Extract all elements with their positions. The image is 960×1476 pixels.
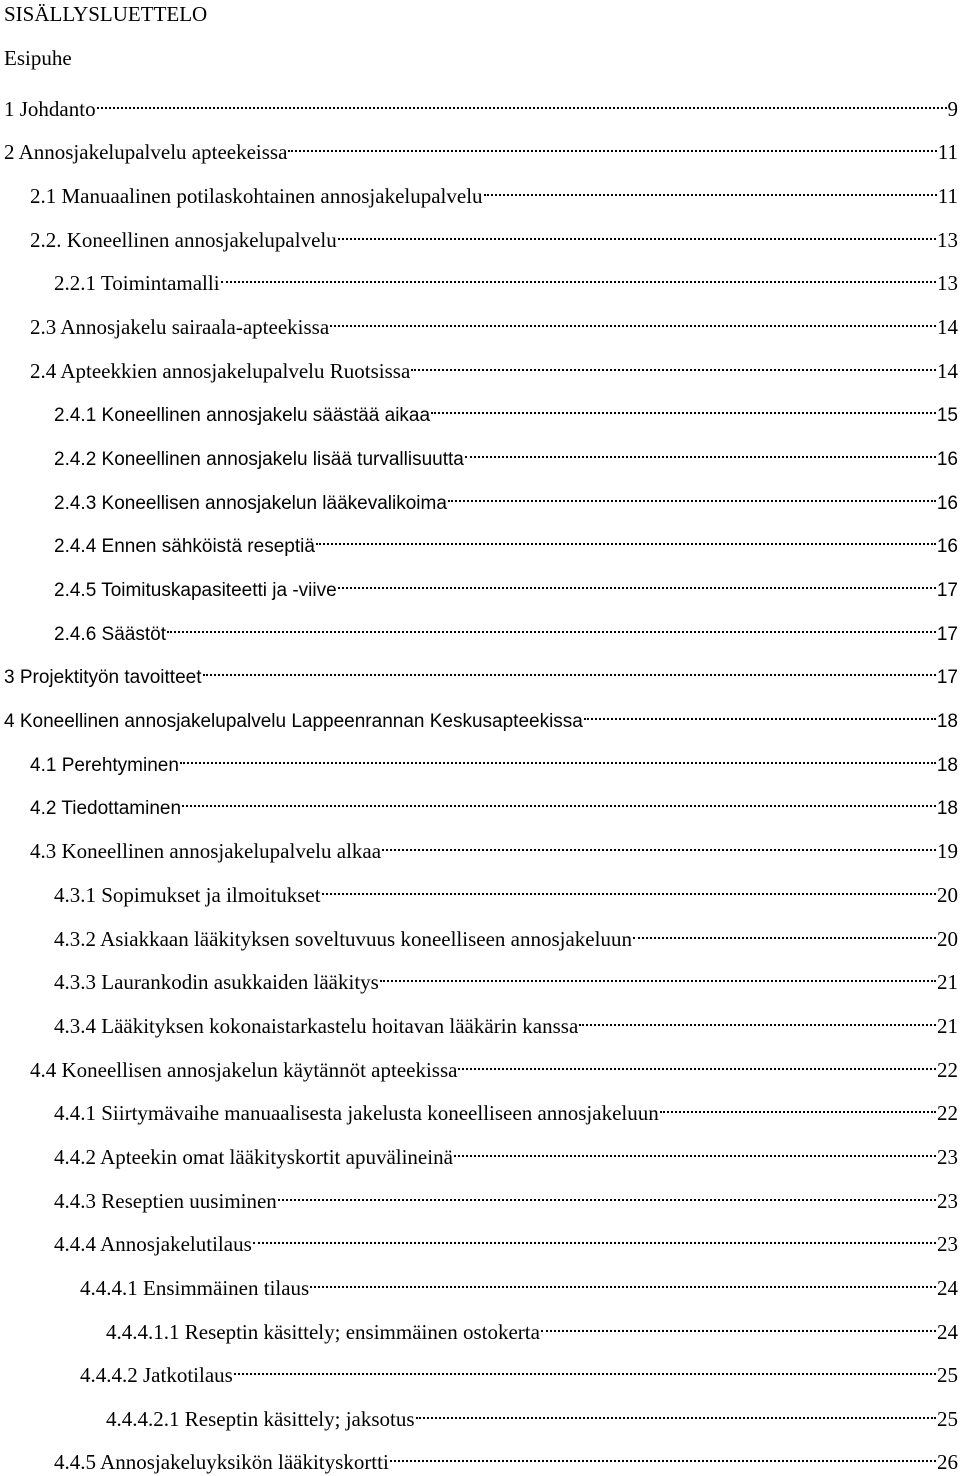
dot-leader — [338, 568, 936, 596]
toc-entry — [54, 612, 958, 645]
dot-leader — [484, 175, 937, 203]
toc-entry — [54, 1180, 958, 1213]
dot-leader — [390, 1441, 936, 1469]
toc-entry-label: 2.4.6 Säästöt — [54, 624, 166, 645]
toc-entry-label: 2.2. Koneellinen annosjakelupalvelu — [30, 228, 337, 252]
toc-entry — [4, 655, 958, 688]
dot-leader — [97, 88, 947, 116]
dot-leader — [633, 918, 936, 946]
toc-entry-label: 4.4.4.2.1 Reseptin käsittely; jaksotus — [106, 1407, 415, 1431]
dot-leader — [278, 1180, 936, 1208]
dot-leader — [382, 830, 936, 858]
toc-entry-page: 16 — [936, 536, 958, 557]
toc-entry-label: 2.4.1 Koneellinen annosjakelu säästää aikaa — [54, 405, 431, 426]
toc-entry-page: 18 — [936, 711, 958, 732]
toc-entry-page: 14 — [937, 359, 958, 383]
toc-entry — [54, 481, 958, 514]
toc-entry-page: 23 — [937, 1232, 958, 1256]
toc-entry-label: 3 Projektityön tavoitteet — [4, 667, 202, 688]
toc-entry-page: 17 — [936, 667, 958, 688]
dot-leader — [221, 262, 936, 290]
toc-entry-page: 9 — [947, 97, 958, 121]
toc-entry — [54, 1092, 958, 1125]
toc-entry-label: 4.4 Koneellisen annosjakelun käytännöt apteekissa — [30, 1058, 458, 1082]
dot-leader — [316, 524, 936, 552]
dot-leader — [541, 1311, 936, 1339]
toc-heading: SISÄLLYSLUETTELO — [4, 2, 208, 26]
toc-entry-page: 16 — [936, 449, 958, 470]
toc-entry-label: 2.4.2 Koneellinen annosjakelu lisää turvallisuutta — [54, 449, 464, 470]
toc-entry-page: 23 — [937, 1189, 958, 1213]
toc-entry — [4, 88, 958, 121]
toc-entry-page: 15 — [936, 405, 958, 426]
toc-entry-label: 4.2 Tiedottaminen — [30, 798, 182, 819]
toc-entry-page: 13 — [937, 228, 958, 252]
toc-entry — [80, 1354, 958, 1387]
toc-entry-label: 4.4.4 Annosjakelutilaus — [54, 1232, 252, 1256]
dot-leader — [322, 874, 936, 902]
toc-entry-label: 4.4.3 Reseptien uusiminen — [54, 1189, 277, 1213]
toc-entry — [30, 306, 958, 339]
toc-entry-page: 16 — [936, 493, 958, 514]
dot-leader — [660, 1092, 936, 1120]
toc-entry-label: 2.4.4 Ennen sähköistä reseptiä — [54, 536, 315, 557]
dot-leader — [203, 655, 936, 683]
dot-leader — [330, 306, 936, 334]
toc-entry-page: 17 — [936, 580, 958, 601]
toc-entry-page: 24 — [937, 1276, 958, 1300]
toc-entry — [30, 1049, 958, 1082]
toc-entry-page: 23 — [937, 1145, 958, 1169]
toc-entry-page: 11 — [937, 140, 958, 164]
toc-entry — [54, 874, 958, 907]
toc-entry — [4, 131, 958, 164]
toc-entry-label: 4.4.4.1 Ensimmäinen tilaus — [80, 1276, 310, 1300]
toc-entry-page: 18 — [936, 755, 958, 776]
toc-entry-label: 2.3 Annosjakelu sairaala-apteekissa — [30, 315, 330, 339]
toc-entry-label: 2 Annosjakelupalvelu apteekeissa — [4, 140, 288, 164]
dot-leader — [253, 1223, 936, 1251]
dot-leader — [448, 481, 936, 509]
toc-entry-label: 4.4.4.1.1 Reseptin käsittely; ensimmäinen ostokerta — [106, 1320, 540, 1344]
toc-entry-label: 4.4.5 Annosjakeluyksikön lääkityskortti — [54, 1450, 389, 1474]
toc-entry-label: 1 Johdanto — [4, 97, 96, 121]
toc-entry-page: 26 — [937, 1450, 958, 1474]
toc-entry — [54, 961, 958, 994]
toc-entry-label: 2.4.5 Toimituskapasiteetti ja -viive — [54, 580, 337, 601]
toc-entry — [54, 918, 958, 951]
toc-entry — [106, 1311, 958, 1344]
toc-preface-entry: Esipuhe — [4, 46, 72, 70]
dot-leader — [338, 219, 936, 247]
dot-leader — [584, 699, 936, 727]
toc-entry-page: 22 — [937, 1058, 958, 1082]
toc-entry-page: 21 — [937, 970, 958, 994]
toc-entry — [80, 1267, 958, 1300]
toc-entry — [106, 1398, 958, 1431]
toc-entry-label: 4.3.1 Sopimukset ja ilmoitukset — [54, 883, 321, 907]
toc-entry — [30, 786, 958, 819]
dot-leader — [182, 786, 936, 814]
toc-entry — [54, 437, 958, 470]
dot-leader — [310, 1267, 936, 1295]
dot-leader — [234, 1354, 936, 1382]
dot-leader — [465, 437, 936, 465]
dot-leader — [454, 1136, 936, 1164]
toc-entry — [54, 568, 958, 601]
toc-entry — [54, 1005, 958, 1038]
toc-entry-page: 24 — [937, 1320, 958, 1344]
toc-entry-page: 20 — [937, 927, 958, 951]
toc-entry-label: 4.3.2 Asiakkaan lääkityksen soveltuvuus koneelliseen annosjakeluun — [54, 927, 632, 951]
dot-leader — [180, 743, 936, 771]
dot-leader — [416, 1398, 936, 1426]
toc-entry — [54, 262, 958, 295]
dot-leader — [380, 961, 936, 989]
toc-entry — [54, 1441, 958, 1474]
dot-leader — [579, 1005, 936, 1033]
toc-entry-page: 19 — [937, 839, 958, 863]
toc-entry-label: 4.3.4 Lääkityksen kokonaistarkastelu hoitavan lääkärin kanssa — [54, 1014, 579, 1038]
toc-entry-label: 4.4.2 Apteekin omat lääkityskortit apuvälineinä — [54, 1145, 453, 1169]
dot-leader — [458, 1049, 936, 1077]
toc-entry — [4, 699, 958, 732]
toc-entry-page: 17 — [936, 624, 958, 645]
toc-entry — [54, 1136, 958, 1169]
dot-leader — [288, 131, 936, 159]
toc-entry — [30, 743, 958, 776]
toc-entry — [54, 393, 958, 426]
toc-entry-label: 2.2.1 Toimintamalli — [54, 271, 220, 295]
toc-entry-page: 25 — [937, 1363, 958, 1387]
toc-entry-page: 13 — [937, 271, 958, 295]
toc-entry-page: 11 — [937, 184, 958, 208]
toc-entry-page: 14 — [937, 315, 958, 339]
toc-entry-label: 4.4.1 Siirtymävaihe manuaalisesta jakelusta koneelliseen annosjakeluun — [54, 1101, 659, 1125]
toc-entry-label: 4.4.4.2 Jatkotilaus — [80, 1363, 233, 1387]
toc-entry-page: 20 — [937, 883, 958, 907]
dot-leader — [431, 393, 936, 421]
toc-entry-label: 4.3 Koneellinen annosjakelupalvelu alkaa — [30, 839, 382, 863]
toc-entry — [54, 1223, 958, 1256]
toc-entry-label: 4 Koneellinen annosjakelupalvelu Lappeenrannan Keskusapteekissa — [4, 711, 583, 732]
toc-entry-label: 2.4 Apteekkien annosjakelupalvelu Ruotsissa — [30, 359, 411, 383]
dot-leader — [411, 350, 936, 378]
toc-entry — [30, 219, 958, 252]
toc-entry-page: 21 — [937, 1014, 958, 1038]
toc-entry-label: 2.4.3 Koneellisen annosjakelun lääkevalikoima — [54, 493, 447, 514]
toc-entry — [30, 830, 958, 863]
toc-entry — [54, 524, 958, 557]
toc-entry-page: 22 — [937, 1101, 958, 1125]
dot-leader — [167, 612, 936, 640]
toc-entry — [30, 350, 958, 383]
toc-entry-label: 4.1 Perehtyminen — [30, 755, 179, 776]
toc-entry-page: 18 — [936, 798, 958, 819]
toc-entry — [30, 175, 958, 208]
toc-entry-label: 4.3.3 Laurankodin asukkaiden lääkitys — [54, 970, 379, 994]
toc-entry-page: 25 — [937, 1407, 958, 1431]
toc-entry-label: 2.1 Manuaalinen potilaskohtainen annosjakelupalvelu — [30, 184, 483, 208]
